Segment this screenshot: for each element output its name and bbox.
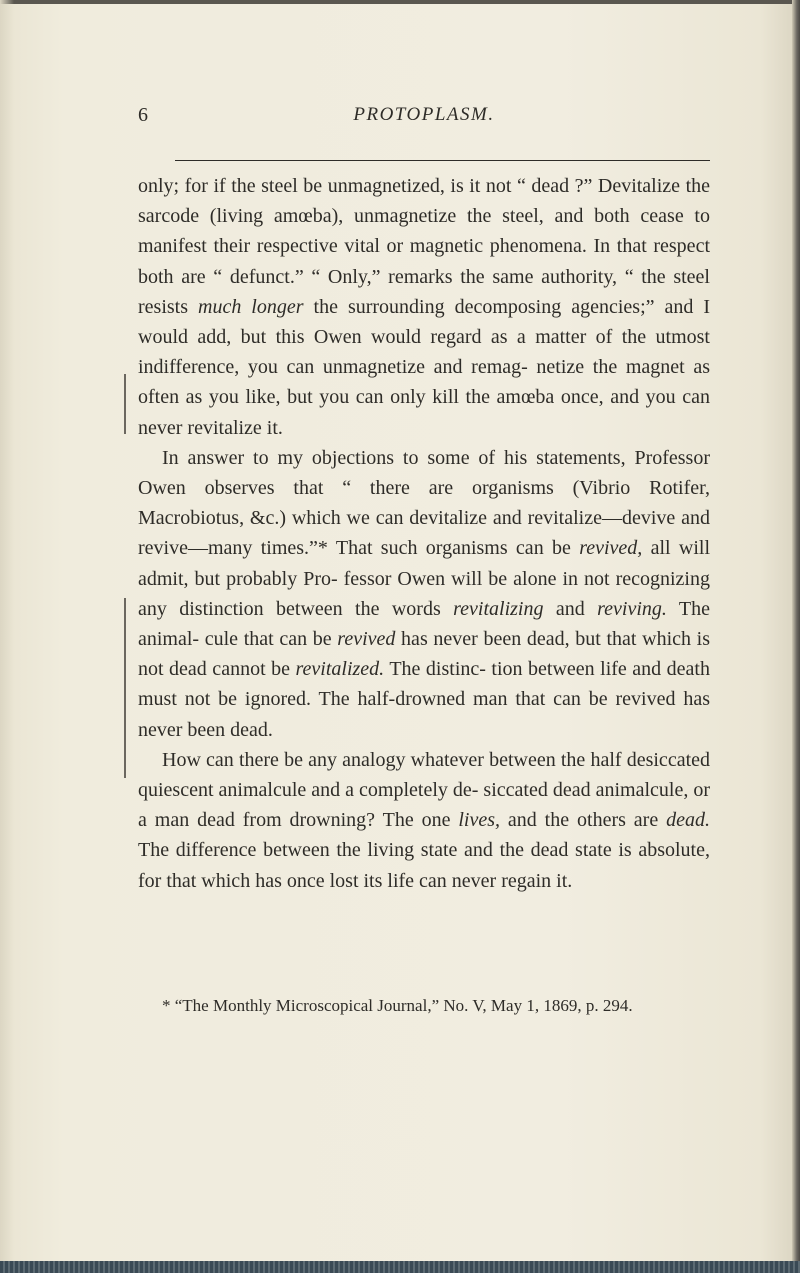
emphasis: revitalized.	[295, 658, 385, 681]
top-edge-rule	[0, 0, 800, 4]
emphasis: much longer	[198, 295, 304, 318]
header-rule	[175, 160, 710, 161]
running-title: PROTOPLASM.	[353, 104, 495, 125]
gutter-shadow	[0, 0, 14, 1273]
body-text	[138, 171, 710, 896]
emphasis: lives,	[458, 809, 501, 832]
paragraph-3: How can there be any analogy whatever between the half desiccated quiescent animalcule and a completely de- siccated dead animalcule, or a man dead from drowning? The one lives, and the others are dead. The difference between the living state and the dead state is absolute, for that which has once lost its life can never regain it.	[138, 748, 710, 892]
margin-mark	[124, 598, 126, 778]
page-bottom-edge	[0, 1261, 800, 1273]
emphasis: revived	[337, 628, 396, 651]
footnote: * “The Monthly Microscopical Journal,” No. V, May 1, 1869, p. 294.	[162, 996, 633, 1015]
emphasis: dead.	[666, 809, 710, 832]
emphasis: reviving.	[597, 597, 667, 620]
page-number: 6	[138, 104, 148, 126]
page-right-edge	[792, 0, 800, 1273]
paragraph-2: In answer to my objections to some of his statements, Professor Owen observes that “ there are organisms (Vibrio Rotifer, Macrobiotus, &c.) which we can devitalize and revitalize—devive and revive—many times.”* That such organisms can be revived, all will admit, but probably Pro- fessor Owen will be alone in not recognizing any distinction between the words revitalizing and reviving. The animal- cule that can be revived has never been dead, but that which is not dead cannot be revitalized. The distinc- tion between life and death must not be ignored. The half-drowned man that can be revived has never been dead.	[138, 446, 711, 741]
paragraph-1: only; for if the steel be unmagnetized, is it not “ dead ?” Devitalize the sarcode (living amœba), unmagnetize the steel, and both cease to manifest their respective vital or magnetic phenomena. In that respect both are “ defunct.” “ Only,” remarks the same authority, “ the steel resists much longer the surrounding decomposing agencies;” and I would add, but this Owen would regard as a matter of the utmost indifference, you can unmagnetize and remag- netize the magnet as often as you like, but you can only kill the amœba once, and you can never revitalize it.	[138, 175, 711, 439]
margin-mark	[124, 374, 126, 434]
emphasis: revived,	[579, 537, 643, 560]
emphasis: revitalizing	[453, 597, 544, 620]
page-header	[138, 104, 710, 136]
